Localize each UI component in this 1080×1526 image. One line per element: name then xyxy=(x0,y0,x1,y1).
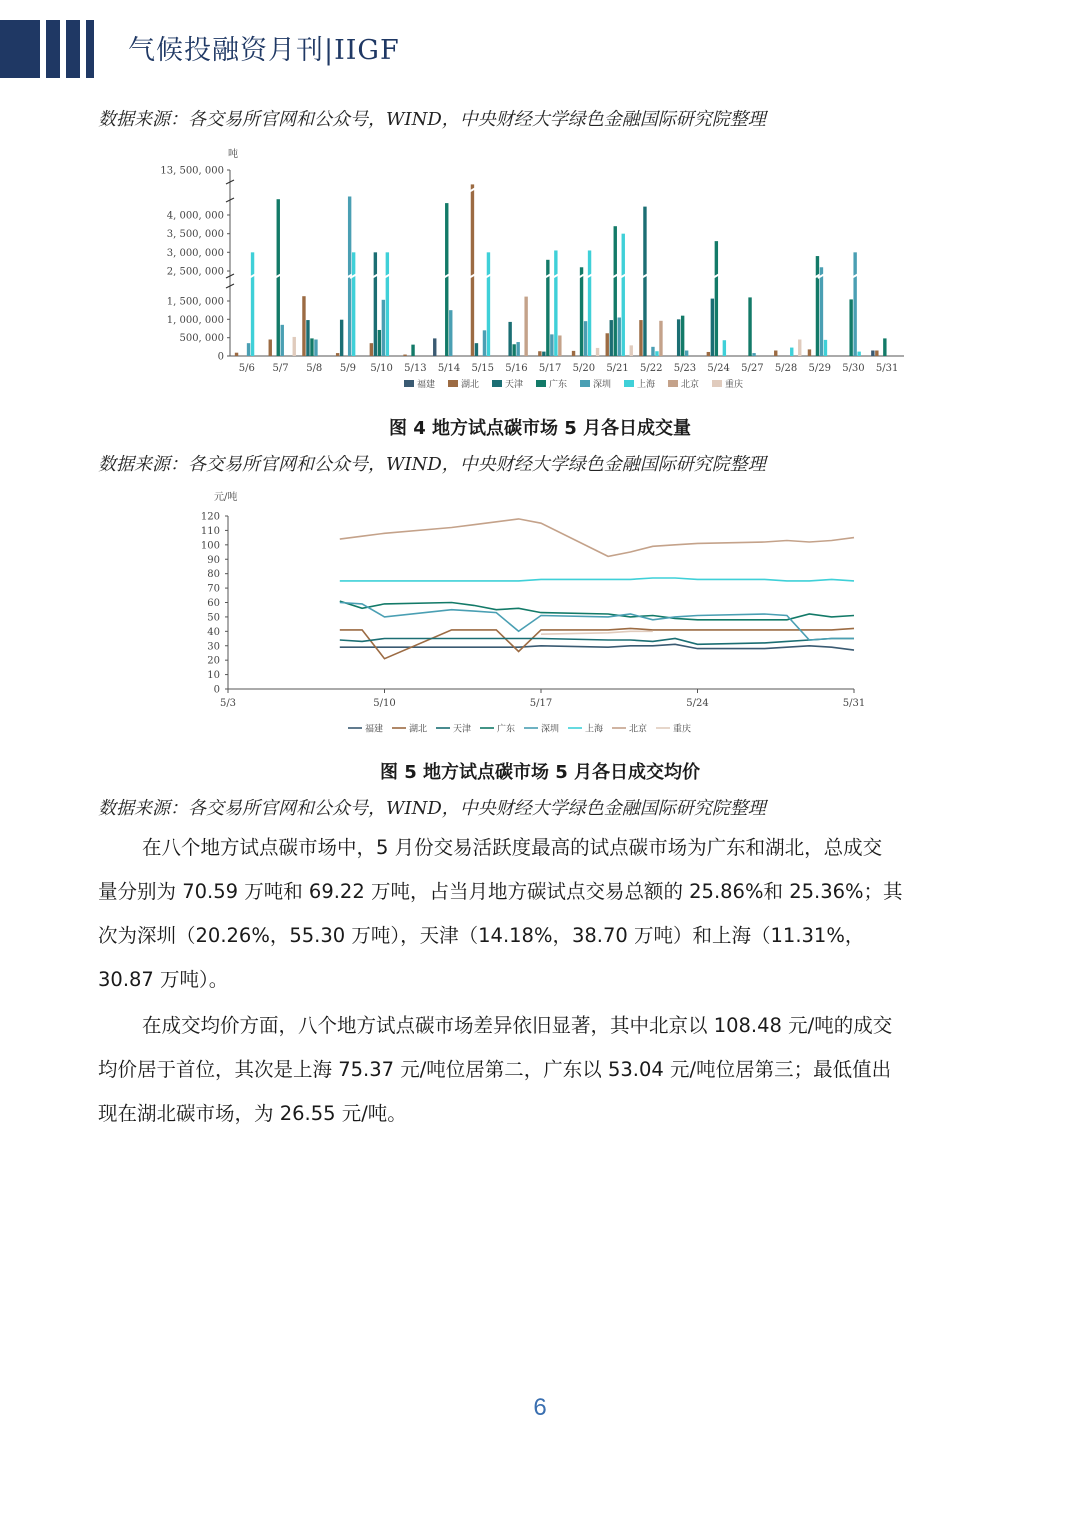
bar-广东 xyxy=(883,338,886,356)
x-tick-label: 5/21 xyxy=(606,363,629,374)
bar-上海 xyxy=(790,348,793,356)
y-tick-label: 50 xyxy=(207,612,220,624)
legend-swatch-北京 xyxy=(668,380,678,387)
bar-深圳 xyxy=(685,351,688,357)
x-tick-label: 5/28 xyxy=(774,363,798,374)
y-tick-label: 13, 500, 000 xyxy=(160,165,224,177)
bar-湖北 xyxy=(336,353,339,356)
legend-label: 深圳 xyxy=(593,380,612,390)
y-tick-label: 70 xyxy=(207,583,220,595)
y-tick-label: 120 xyxy=(200,511,220,523)
bar-北京 xyxy=(558,335,561,356)
bar-天津 xyxy=(542,352,545,356)
series-line-天津 xyxy=(340,639,854,645)
legend-label: 天津 xyxy=(505,380,524,390)
bar-重庆 xyxy=(293,337,296,356)
y-tick-label: 500, 000 xyxy=(179,333,224,345)
x-tick-label: 5/20 xyxy=(572,363,596,374)
bar-广东 xyxy=(580,267,583,356)
x-tick-label: 5/15 xyxy=(471,363,494,374)
bar-深圳 xyxy=(382,300,385,356)
bar-重庆 xyxy=(630,345,633,356)
bar-重庆 xyxy=(798,340,801,357)
y-tick-label: 90 xyxy=(207,554,220,566)
legend-label: 深圳 xyxy=(541,724,560,735)
text-line: 30.87 万吨）。 xyxy=(98,968,229,991)
y-tick-label: 0 xyxy=(217,351,224,363)
bar-深圳 xyxy=(281,325,284,356)
legend-swatch-上海 xyxy=(624,380,634,387)
bar-深圳 xyxy=(550,334,553,356)
text-line: 在八个地方试点碳市场中，5 月份交易活跃度最高的试点碳市场为广东和湖北，总成交 xyxy=(142,836,883,859)
y-tick-label: 4, 000, 000 xyxy=(166,210,224,222)
x-tick-label: 5/16 xyxy=(505,363,528,374)
header-title: 气候投融资月刊|IIGF xyxy=(128,35,400,66)
bar-湖北 xyxy=(269,340,272,357)
bar-上海 xyxy=(824,340,827,356)
bar-chart xyxy=(150,142,930,394)
series-line-深圳 xyxy=(340,603,854,641)
bar-深圳 xyxy=(853,252,856,356)
text-line: 在成交均价方面，八个地方试点碳市场差异依旧显著，其中北京以 108.48 元/吨的成交 xyxy=(142,1014,893,1037)
bar-湖北 xyxy=(774,351,777,357)
legend-swatch-广东 xyxy=(536,380,546,387)
x-tick-label: 5/14 xyxy=(437,363,461,374)
bar-湖北 xyxy=(403,355,406,356)
bar-广东 xyxy=(445,203,448,356)
y-tick-label: 100 xyxy=(200,540,220,552)
bar-湖北 xyxy=(471,184,474,356)
x-tick-label: 5/31 xyxy=(875,363,899,374)
x-tick-label: 5/8 xyxy=(306,363,323,374)
bar-广东 xyxy=(310,338,313,356)
legend-label: 湖北 xyxy=(461,380,480,390)
text-line: 量分别为 70.59 万吨和 69.22 万吨，占当月地方碳试点交易总额的 25.86%和 25.36%；其 xyxy=(98,880,903,903)
y-tick-label: 110 xyxy=(200,525,220,537)
bar-深圳 xyxy=(247,343,250,356)
bar-湖北 xyxy=(707,352,710,356)
series-line-上海 xyxy=(340,578,854,581)
legend-label: 重庆 xyxy=(673,724,692,735)
bar-重庆 xyxy=(596,348,599,356)
x-tick-label: 5/6 xyxy=(238,363,255,374)
bar-深圳 xyxy=(449,310,452,356)
bar-湖北 xyxy=(302,296,305,356)
bar-湖北 xyxy=(370,343,373,356)
bar-湖北 xyxy=(808,349,811,356)
x-tick-label: 5/27 xyxy=(741,363,764,374)
page-number: 6 xyxy=(533,1394,547,1421)
legend-label: 上海 xyxy=(637,380,656,390)
bar-天津 xyxy=(508,322,511,356)
bar-广东 xyxy=(378,330,381,356)
y-tick-label: 10 xyxy=(207,670,220,682)
bar-上海 xyxy=(588,250,591,356)
bar-天津 xyxy=(677,319,680,356)
series-line-北京 xyxy=(340,519,854,557)
x-tick-label: 5/13 xyxy=(404,363,427,374)
bar-天津 xyxy=(475,343,478,356)
bar-湖北 xyxy=(639,320,642,356)
y-tick-label: 1, 000, 000 xyxy=(166,314,224,326)
bar-上海 xyxy=(251,252,254,356)
legend-label: 天津 xyxy=(453,724,472,735)
bar-break-mark xyxy=(275,188,282,192)
figure-5-caption: 图 5 地方试点碳市场 5 月各日成交均价 xyxy=(379,762,701,783)
source-note-3: 数据来源：各交易所官网和公众号，WIND，中央财经大学绿色金融国际研究院整理 xyxy=(98,798,766,819)
bar-深圳 xyxy=(314,340,317,357)
x-tick-label: 5/31 xyxy=(842,698,866,709)
bar-深圳 xyxy=(820,267,823,356)
bar-上海 xyxy=(622,234,625,356)
x-tick-label: 5/17 xyxy=(538,363,562,374)
bar-深圳 xyxy=(752,353,755,356)
bar-上海 xyxy=(386,252,389,356)
y-tick-label: 60 xyxy=(207,598,220,609)
legend-label: 广东 xyxy=(549,380,568,390)
x-tick-label: 5/24 xyxy=(686,698,709,709)
bar-天津 xyxy=(610,320,613,356)
x-tick-label: 5/10 xyxy=(370,363,393,374)
y-axis-unit: 吨 xyxy=(228,149,238,160)
x-tick-label: 5/7 xyxy=(272,363,289,374)
line-chart xyxy=(190,486,890,738)
bar-天津 xyxy=(340,320,343,356)
x-tick-label: 5/9 xyxy=(339,363,356,374)
legend-swatch-福建 xyxy=(404,380,414,387)
bar-湖北 xyxy=(572,351,575,356)
bar-深圳 xyxy=(516,342,519,356)
x-tick-label: 5/17 xyxy=(529,698,553,709)
bar-湖北 xyxy=(875,351,878,357)
bar-广东 xyxy=(512,344,515,356)
y-tick-label: 80 xyxy=(207,569,220,581)
y-tick-label: 1, 500, 000 xyxy=(166,296,224,308)
x-tick-label: 5/30 xyxy=(842,363,865,374)
bar-天津 xyxy=(711,299,714,356)
x-tick-label: 5/23 xyxy=(673,363,697,374)
legend-swatch-湖北 xyxy=(448,380,458,387)
bar-上海 xyxy=(857,352,860,356)
bar-深圳 xyxy=(618,318,621,357)
legend-swatch-重庆 xyxy=(712,380,722,387)
text-line: 次为深圳（20.26%，55.30 万吨），天津（14.18%，38.70 万吨）和上海（11.31%， xyxy=(98,924,865,947)
bar-上海 xyxy=(723,340,726,356)
bar-广东 xyxy=(411,345,414,356)
x-tick-label: 5/22 xyxy=(640,363,663,374)
text-line: 现在湖北碳市场，为 26.55 元/吨。 xyxy=(98,1102,407,1125)
y-tick-label: 3, 000, 000 xyxy=(166,247,224,259)
legend-label: 福建 xyxy=(365,724,384,735)
bar-北京 xyxy=(659,321,662,356)
text-line: 均价居于首位，其次是上海 75.37 元/吨位居第二，广东以 53.04 元/吨位居第三；最低值出 xyxy=(98,1058,892,1081)
bar-深圳 xyxy=(483,330,486,356)
source-note-2: 数据来源：各交易所官网和公众号，WIND，中央财经大学绿色金融国际研究院整理 xyxy=(98,454,766,475)
legend-swatch-深圳 xyxy=(580,380,590,387)
header-logo-bars xyxy=(0,20,110,78)
bar-天津 xyxy=(374,252,377,356)
bar-深圳 xyxy=(651,347,654,356)
y-axis-unit: 元/吨 xyxy=(214,492,238,503)
bar-广东 xyxy=(614,226,617,356)
x-tick-label: 5/24 xyxy=(707,363,730,374)
y-tick-label: 0 xyxy=(213,684,220,696)
series-line-重庆 xyxy=(541,631,653,634)
legend-label: 北京 xyxy=(681,380,700,390)
bar-深圳 xyxy=(584,321,587,356)
y-tick-label: 3, 500, 000 xyxy=(166,229,224,241)
paragraph-volume xyxy=(98,826,970,1002)
bar-上海 xyxy=(554,250,557,356)
y-tick-label: 2, 500, 000 xyxy=(166,266,224,278)
figure-4-caption: 图 4 地方试点碳市场 5 月各日成交量 xyxy=(388,418,692,439)
y-tick-label: 40 xyxy=(207,626,220,638)
legend-label: 福建 xyxy=(417,380,436,390)
bar-北京 xyxy=(524,297,527,356)
y-tick-label: 30 xyxy=(207,641,220,653)
legend-label: 湖北 xyxy=(409,724,428,735)
bar-湖北 xyxy=(538,351,541,356)
legend-label: 北京 xyxy=(629,724,648,735)
bar-上海 xyxy=(655,351,658,356)
legend-swatch-天津 xyxy=(492,380,502,387)
bar-上海 xyxy=(487,252,490,356)
bar-广东 xyxy=(715,241,718,356)
paragraph-price xyxy=(98,1004,970,1136)
bar-广东 xyxy=(681,316,684,356)
bar-广东 xyxy=(849,299,852,356)
bar-广东 xyxy=(748,297,751,356)
x-tick-label: 5/3 xyxy=(219,698,237,709)
bar-湖北 xyxy=(235,353,238,356)
y-tick-label: 20 xyxy=(207,655,220,667)
source-note-1: 数据来源：各交易所官网和公众号，WIND，中央财经大学绿色金融国际研究院整理 xyxy=(98,109,766,130)
legend-label: 广东 xyxy=(497,724,516,735)
bar-福建 xyxy=(871,351,874,357)
bar-上海 xyxy=(352,252,355,356)
bar-天津 xyxy=(643,207,646,356)
bar-break-mark xyxy=(346,188,353,192)
bar-湖北 xyxy=(606,333,609,356)
legend-label: 重庆 xyxy=(725,380,744,390)
legend-label: 上海 xyxy=(585,724,604,735)
x-tick-label: 5/29 xyxy=(808,363,831,374)
bar-广东 xyxy=(816,256,819,356)
bar-天津 xyxy=(306,320,309,356)
bar-福建 xyxy=(433,338,436,356)
x-tick-label: 5/10 xyxy=(373,698,396,709)
